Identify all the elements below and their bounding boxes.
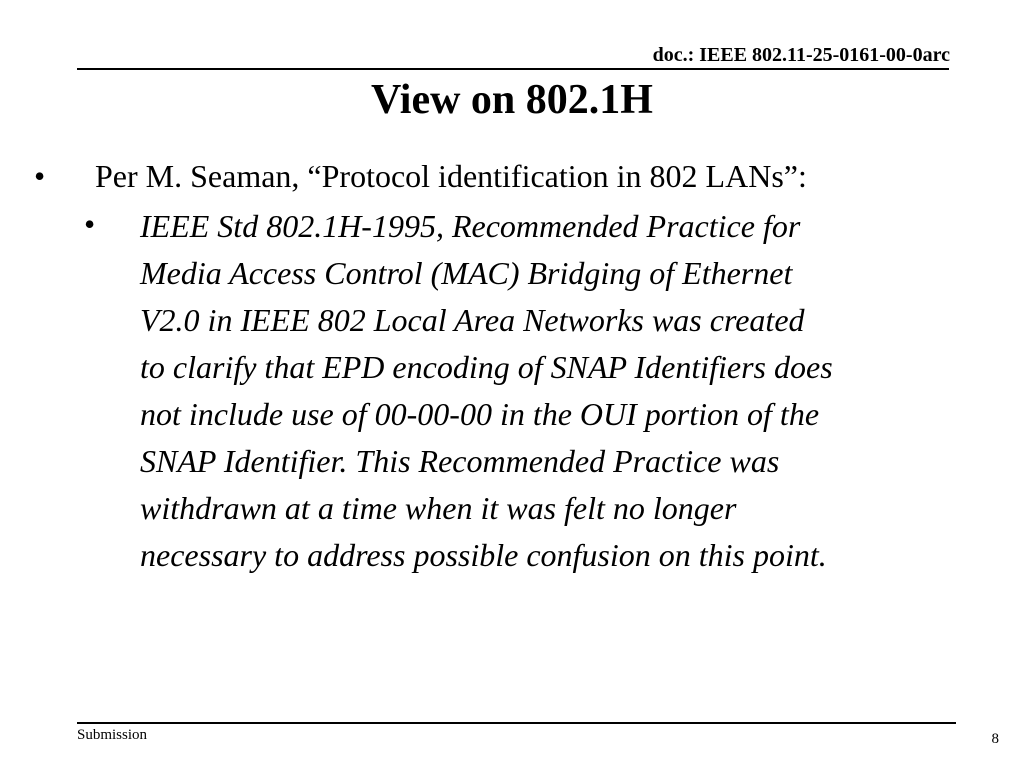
submission-label: Submission bbox=[77, 727, 148, 743]
sub-bullet-line: to clarify that EPD encoding of SNAP Identifiers does bbox=[140, 349, 833, 385]
sub-bullet-line: not include use of 00-00-00 in the OUI portion of the bbox=[140, 396, 820, 432]
footer-rule bbox=[77, 722, 956, 724]
sub-bullet-line: necessary to address possible confusion on this point. bbox=[140, 537, 827, 573]
sub-bullet-line: withdrawn at a time when it was felt no longer bbox=[140, 490, 737, 526]
sub-bullet-marker: • bbox=[84, 206, 96, 242]
sub-bullet-line: IEEE Std 802.1H-1995, Recommended Practice for bbox=[140, 208, 801, 244]
bullet-marker: • bbox=[34, 158, 46, 194]
sub-bullet-line: V2.0 in IEEE 802 Local Area Networks was created bbox=[140, 302, 805, 338]
sub-bullet-line: SNAP Identifier. This Recommended Practice was bbox=[140, 443, 780, 479]
slide-title: View on 802.1H bbox=[371, 77, 653, 123]
sub-bullet-text bbox=[140, 203, 1000, 579]
sub-bullet-line: Media Access Control (MAC) Bridging of Ethernet bbox=[140, 255, 793, 291]
main-bullet-text: Per M. Seaman, “Protocol identification in 802 LANs”: bbox=[95, 158, 807, 194]
page-number: 8 bbox=[991, 731, 999, 747]
header-rule bbox=[77, 68, 949, 70]
document-id: doc.: IEEE 802.11-25-0161-00-0arc bbox=[652, 44, 950, 66]
